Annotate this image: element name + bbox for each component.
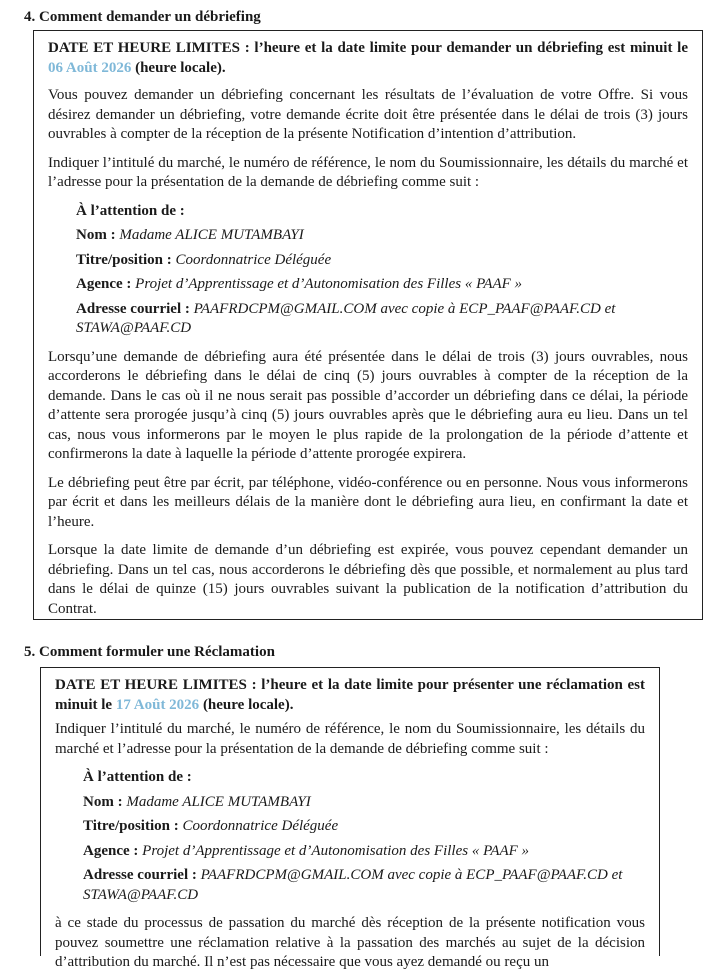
contact-agency: Agence : Projet d’Apprentissage et d’Autonomisation des Filles « PAAF » xyxy=(83,842,530,859)
contact-name: Nom : Madame ALICE MUTAMBAYI xyxy=(83,793,311,810)
section-5-paragraph: Indiquer l’intitulé du marché, le numéro de référence, le nom du Soumissionnaire, les détails du marché et l’adresse pour la présentation de la demande de débriefing comme suit : xyxy=(55,721,645,757)
contact-email: Adresse courriel : PAAFRDCPM@GMAIL.COM avec copie à ECP_PAAF@PAAF.CD et STAWA@PAAF.CD xyxy=(76,300,616,336)
section-5-deadline xyxy=(55,676,645,715)
deadline-suffix: (heure locale). xyxy=(202,696,294,713)
deadline-date: 06 Août 2026 xyxy=(48,59,132,76)
section-4-deadline xyxy=(48,39,688,78)
contact-agency: Agence : Projet d’Apprentissage et d’Autonomisation des Filles « PAAF » xyxy=(76,276,523,292)
deadline-prefix: DATE ET HEURE LIMITES : l’heure et la date limite pour présenter une réclamation est minuit le xyxy=(55,677,645,713)
contact-attention: À l’attention de : xyxy=(76,202,185,219)
section-5-heading: 5. Comment formuler une Réclamation xyxy=(24,644,275,660)
section-4-box xyxy=(33,30,703,620)
deadline-suffix: (heure locale). xyxy=(135,59,226,76)
section-4-paragraph: Le débriefing peut être par écrit, par téléphone, vidéo-conférence ou en personne. Nous vous informerons par écrit et dans les meilleurs délais de la manière dont le débriefing aura lieu, en confirmant la date et l’heure. xyxy=(48,474,688,530)
contact-title: Titre/position : Coordonnatrice Déléguée xyxy=(83,818,339,834)
section-5-paragraph: à ce stade du processus de passation du marché dès réception de la présente notification vous pouvez soumettre une réclamation relative à la passation des marchés au sujet de la décision d’attribution du marché. Il n’est pas nécessaire que vous ayez demandé ou reçu un xyxy=(55,915,645,970)
contact-title: Titre/position : Coordonnatrice Déléguée xyxy=(76,251,332,268)
deadline-prefix: DATE ET HEURE LIMITES : l’heure et la date limite pour demander un débriefing est minuit le xyxy=(48,40,688,56)
section-4-paragraph: Indiquer l’intitulé du marché, le numéro de référence, le nom du Soumissionnaire, les détails du marché et l’adresse pour la présentation de la demande de débriefing comme suit : xyxy=(48,154,688,190)
contact-block xyxy=(76,202,688,339)
section-4-paragraph: Vous pouvez demander un débriefing concernant les résultats de l’évaluation de votre Offre. Si vous désirez demander un débriefing, votre demande écrite doit être présentée dans le délai de trois (3) jours ouvrables à compter de la réception de la présente Notification d’intention d’attribution. xyxy=(48,87,688,142)
contact-attention: À l’attention de : xyxy=(83,769,192,785)
contact-email: Adresse courriel : PAAFRDCPM@GMAIL.COM avec copie à ECP_PAAF@PAAF.CD et STAWA@PAAF.CD xyxy=(83,867,623,903)
section-5-box xyxy=(40,667,660,970)
section-4-heading: 4. Comment demander un débriefing xyxy=(24,9,261,25)
contact-block xyxy=(83,768,645,905)
deadline-date: 17 Août 2026 xyxy=(115,696,200,713)
section-4-paragraph: Lorsqu’une demande de débriefing aura été présentée dans le délai de trois (3) jours ouvrables, nous accorderons le débriefing dans le délai de cinq (5) jours ouvrables à compter de la réception de la demande. Dans le cas où il ne nous serait pas possible d’accorder un débriefing dans ce délai, la période d’attente sera prorogée jusqu’à cinq (5) jours ouvrables après que le débriefing aura eu lieu. Dans un tel cas, nous vous informerons par le moyen le plus rapide de la prolongation de la période d’attente et confirmerons la date à laquelle la période d’attente prorogée expirera. xyxy=(48,348,688,462)
section-4-paragraph: Lorsque la date limite de demande d’un débriefing est expirée, vous pouvez cependant demander un débriefing. Dans un tel cas, nous accorderons le débriefing dès que possible, et normalement au plus tard dans le délai de quinze (15) jours ouvrables suivant la publication de la notification d’attribution du Contrat. xyxy=(48,542,688,617)
contact-name: Nom : Madame ALICE MUTAMBAYI xyxy=(76,227,304,243)
